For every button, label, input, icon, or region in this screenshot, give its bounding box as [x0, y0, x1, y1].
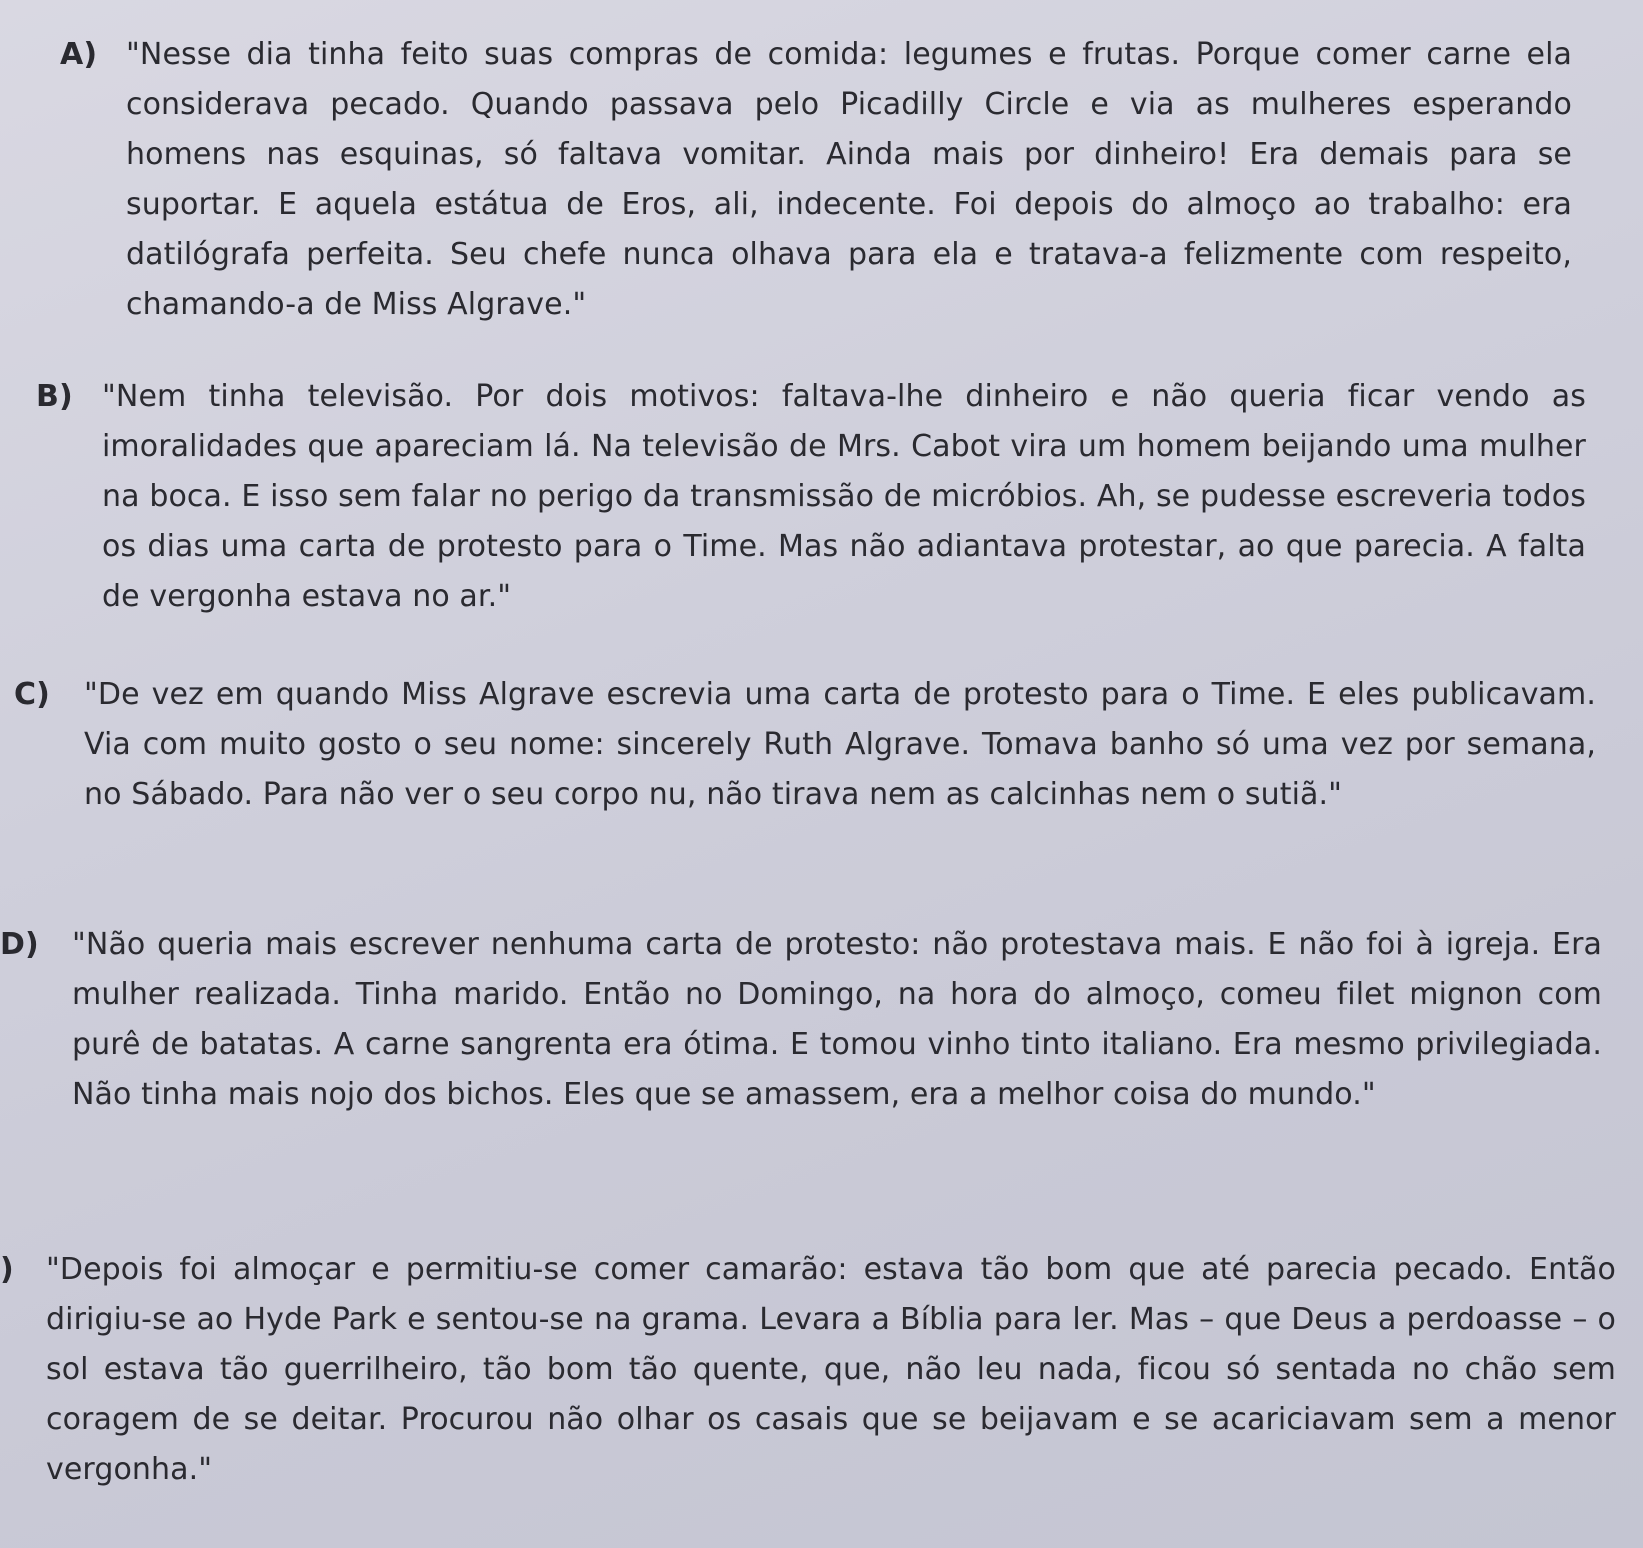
option-a[interactable]: [60, 30, 1572, 330]
option-d-letter: D): [0, 927, 39, 962]
option-e[interactable]: [0, 1245, 1616, 1495]
option-d[interactable]: [0, 920, 1602, 1120]
option-b[interactable]: [36, 372, 1586, 622]
option-c-text: "De vez em quando Miss Algrave escrevia uma carta de protesto para o Time. E eles publicavam. Via com muito gosto o seu nome: sincerely Ruth Algrave. Tomava banho só uma vez por semana, no Sábado. Para não ver o seu corpo nu, não tirava nem as calcinhas nem o sutiã.": [84, 677, 1596, 812]
option-c[interactable]: [14, 670, 1596, 820]
option-c-letter: C): [14, 677, 50, 712]
option-e-letter: ): [0, 1252, 14, 1287]
option-b-letter: B): [36, 379, 73, 414]
option-a-letter: A): [60, 37, 98, 72]
option-e-text: "Depois foi almoçar e permitiu-se comer camarão: estava tão bom que até parecia pecado. Então dirigiu-se ao Hyde Park e sentou-se na grama. Levara a Bíblia para ler. Mas – que Deus a perdoasse – o sol estava tão guerrilheiro, tão bom tão quente, que, não leu nada, ficou só sentada no chão sem coragem de se deitar. Procurou não olhar os casais que se beijavam e se acariciavam sem a menor vergonha.": [46, 1252, 1616, 1487]
option-a-text: "Nesse dia tinha feito suas compras de comida: legumes e frutas. Porque comer carne ela considerava pecado. Quando passava pelo Picadilly Circle e via as mulheres esperando homens nas esquinas, só faltava vomitar. Ainda mais por dinheiro! Era demais para se suportar. E aquela estátua de Eros, ali, indecente. Foi depois do almoço ao trabalho: era datilógrafa perfeita. Seu chefe nunca olhava para ela e tratava-a felizmente com respeito, chamando-a de Miss Algrave.": [126, 37, 1572, 322]
option-d-text: "Não queria mais escrever nenhuma carta de protesto: não protestava mais. E não foi à igreja. Era mulher realizada. Tinha marido. Então no Domingo, na hora do almoço, comeu filet mignon com purê de batatas. A carne sangrenta era ótima. E tomou vinho tinto italiano. Era mesmo privilegiada. Não tinha mais nojo dos bichos. Eles que se amassem, era a melhor coisa do mundo.": [72, 927, 1602, 1112]
option-b-text: "Nem tinha televisão. Por dois motivos: faltava-lhe dinheiro e não queria ficar vendo as imoralidades que apareciam lá. Na televisão de Mrs. Cabot vira um homem beijando uma mulher na boca. E isso sem falar no perigo da transmissão de micróbios. Ah, se pudesse escreveria todos os dias uma carta de protesto para o Time. Mas não adiantava protestar, ao que parecia. A falta de vergonha estava no ar.": [102, 379, 1586, 614]
